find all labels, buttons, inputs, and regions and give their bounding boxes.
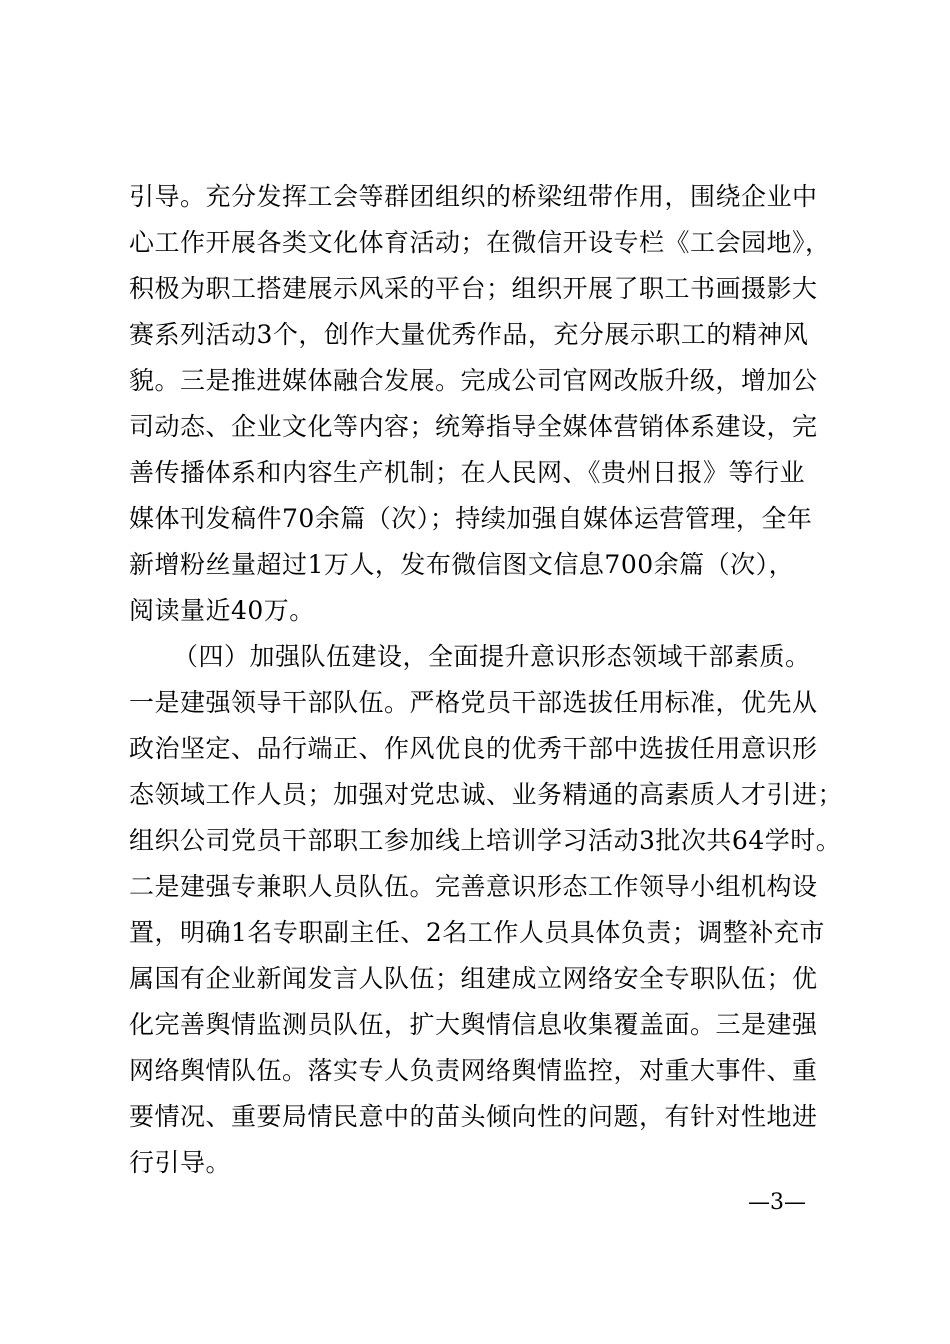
text-line: 阅读量近40万。 <box>129 596 315 625</box>
text-line: 貌。三是推进媒体融合发展。完成公司官网改版升级，增加公 <box>129 366 818 395</box>
text-line: 行引导。 <box>129 1148 232 1177</box>
text-line: 心工作开展各类文化体育活动；在微信开设专栏《工会园地》， <box>129 228 831 257</box>
text-line: 赛系列活动3个，创作大量优秀作品，充分展示职工的精神风 <box>129 320 809 349</box>
section-heading: （四）加强队伍建设，全面提升意识形态领域干部素质。 <box>173 642 811 671</box>
text-line: 司动态、企业文化等内容；统筹指导全媒体营销体系建设，完 <box>129 412 818 441</box>
text-line: 要情况、重要局情民意中的苗头倾向性的问题，有针对性地进 <box>129 1102 818 1131</box>
text-line: 媒体刊发稿件70余篇（次）；持续加强自媒体运营管理，全年 <box>129 504 813 533</box>
text-line: 态领域工作人员；加强对党忠诚、业务精通的高素质人才引进； <box>129 780 844 809</box>
text-line: 化完善舆情监测员队伍，扩大舆情信息收集覆盖面。三是建强 <box>129 1010 818 1039</box>
text-line: 组织公司党员干部职工参加线上培训学习活动3批次共64学时。 <box>129 826 842 855</box>
text-line: 引导。充分发挥工会等群团组织的桥梁纽带作用，围绕企业中 <box>129 182 818 211</box>
page-number: —3— <box>748 1190 806 1215</box>
text-line: 网络舆情队伍。落实专人负责网络舆情监控，对重大事件、重 <box>129 1056 818 1085</box>
text-line: 善传播体系和内容生产机制；在人民网、《贵州日报》等行业 <box>129 458 806 487</box>
text-line: 积极为职工搭建展示风采的平台；组织开展了职工书画摄影大 <box>129 274 818 303</box>
text-line: 属国有企业新闻发言人队伍；组建成立网络安全专职队伍；优 <box>129 964 818 993</box>
text-line: 政治坚定、品行端正、作风优良的优秀干部中选拔任用意识形 <box>129 734 818 763</box>
text-line: 二是建强专兼职人员队伍。完善意识形态工作领导小组机构设 <box>129 872 818 901</box>
text-line: 置，明确1名专职副主任、2名工作人员具体负责；调整补充市 <box>129 918 825 947</box>
text-line: 一是建强领导干部队伍。严格党员干部选拔任用标准，优先从 <box>129 688 818 717</box>
text-line: 新增粉丝量超过1万人，发布微信图文信息700余篇（次）， <box>129 550 795 579</box>
